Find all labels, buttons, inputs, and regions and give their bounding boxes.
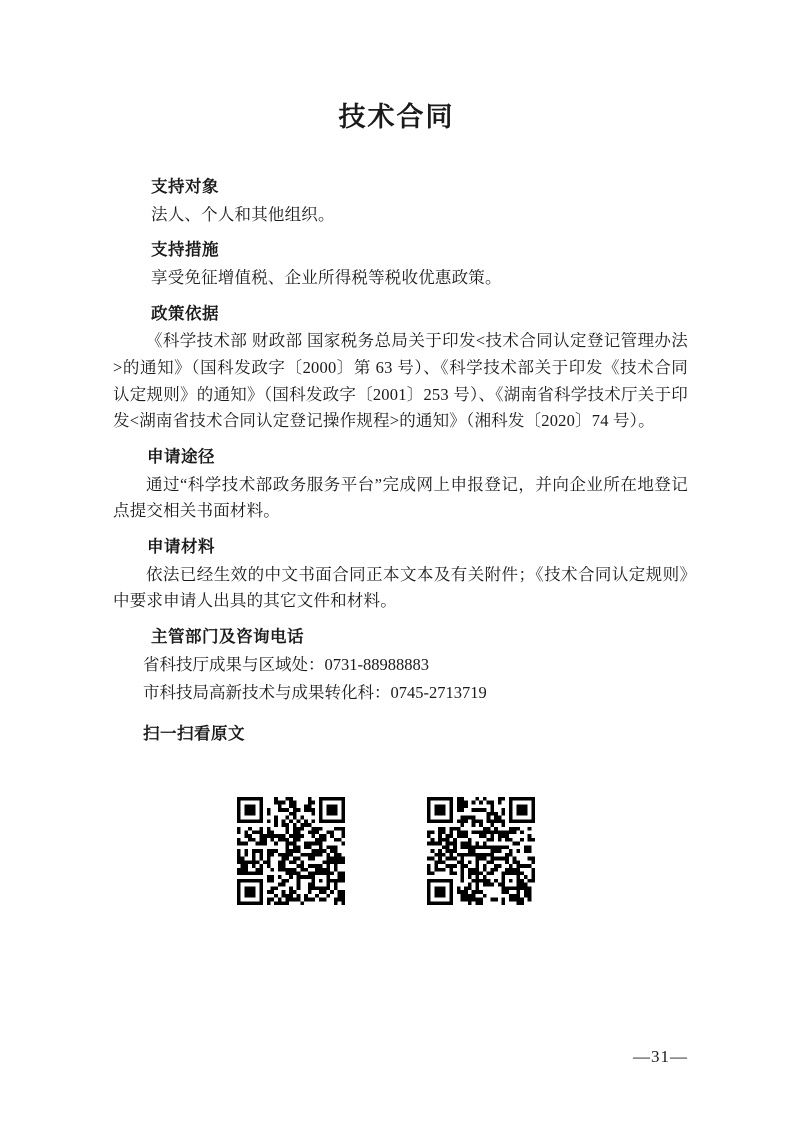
qr-code-right <box>427 797 535 905</box>
section-heading-support-target: 支持对象 <box>151 177 219 196</box>
section-body-support-measures: 享受免征增值税、企业所得税等税收优惠政策。 <box>151 267 502 287</box>
contact-provincial: 省科技厅成果与区域处：0731-88988883 <box>143 654 429 674</box>
section-body-support-target: 法人、个人和其他组织。 <box>151 204 335 224</box>
section-heading-scan-original: 扫一扫看原文 <box>143 724 245 743</box>
section-body-application-channel: 通过“科学技术部政务服务平台”完成网上申报登记，并向企业所在地登记点提交相关书面材料。 <box>113 474 688 521</box>
section-heading-application-materials: 申请材料 <box>147 537 215 556</box>
document-body <box>0 174 793 905</box>
section-heading-support-measures: 支持措施 <box>151 240 219 260</box>
qr-code-group <box>113 797 688 905</box>
page-title: 技术合同 <box>338 102 455 132</box>
qr-code-left <box>237 797 345 905</box>
section-heading-policy-basis: 政策依据 <box>151 303 219 323</box>
section-body-application-materials: 依法已经生效的中文书面合同正本文本及有关附件；《技术合同认定规则》中要求申请人出具的其它文件和材料。 <box>113 564 688 611</box>
section-heading-authority-contact: 主管部门及咨询电话 <box>151 627 304 646</box>
section-heading-application-channel: 申请途径 <box>147 447 215 466</box>
page-number: —31— <box>633 1047 688 1066</box>
contact-municipal: 市科技局高新技术与成果转化科：0745-2713719 <box>143 683 487 703</box>
section-body-policy-basis: 《科学技术部 财政部 国家税务总局关于印发<技术合同认定登记管理办法>的通知》（国科发政字〔2000〕第 63 号）、《科学技术部关于印发《技术合同认定规则》的通知》（国科发政字〔2001〕253 号）、《湖南省科学技术厅关于印发<湖南省技术合同认定登记操作规程>的通知》（湘科发〔2020〕74 号）。 <box>113 331 688 431</box>
